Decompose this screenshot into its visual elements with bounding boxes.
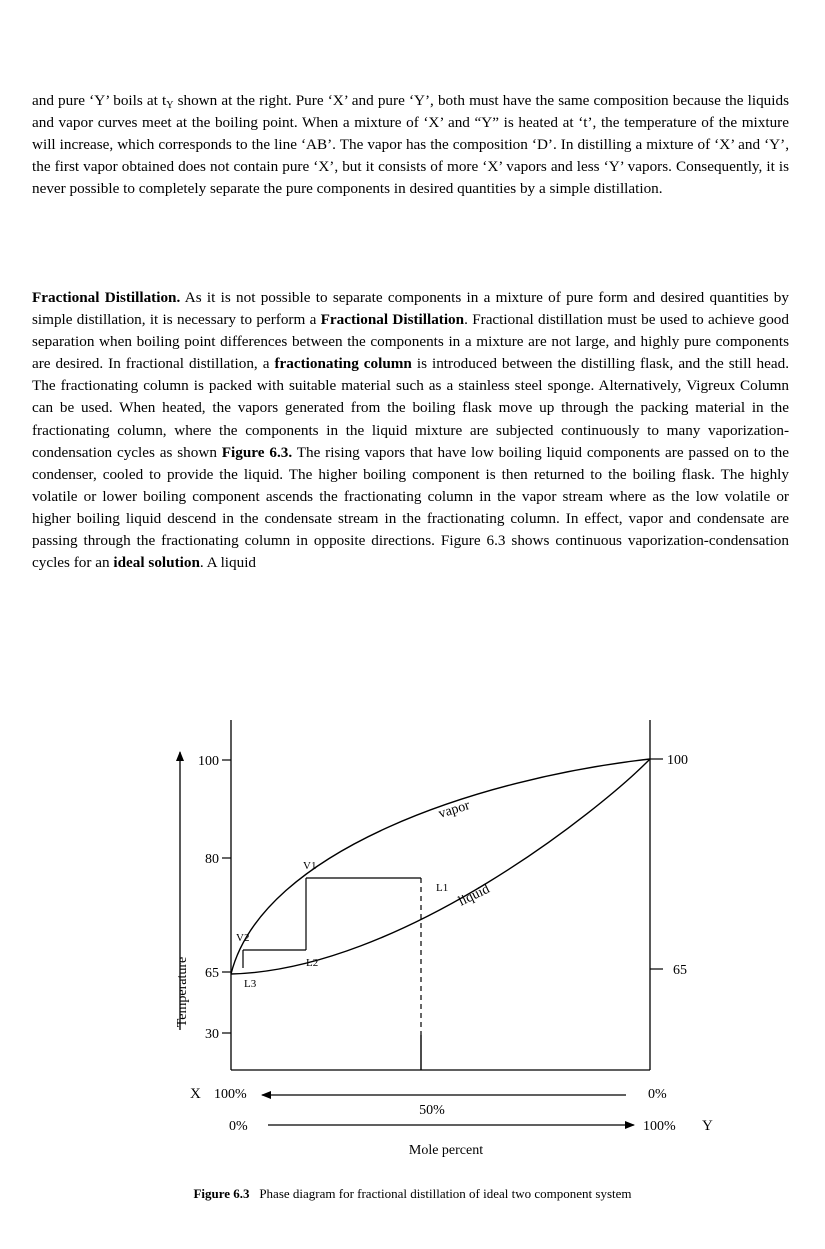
y-pct-100-right: 100% <box>643 1119 676 1134</box>
tick-label-30-left: 30 <box>205 1027 219 1042</box>
p2-text-5: . A liquid <box>199 554 257 572</box>
section-heading: Fractional Distillation. <box>32 289 181 306</box>
caption-number: Figure 6.3 <box>193 1186 250 1201</box>
paragraph-fractional-distillation <box>32 287 789 574</box>
tick-label-65-left: 65 <box>205 966 219 981</box>
vapor-label: vapor <box>436 798 472 822</box>
p2-text-3: is introduced between the distilling flask, and the still head. The fractionating column is packed with suitable material such as a stainless steel sponge. Alternatively, Vigreux Column can be used. When heated, the vapors generated from the boiling flask move up through the packing material in the fractionating column, where the components in the liquid mixture are subjected continuously to many vaporization-condensation cycles as shown <box>32 355 790 461</box>
tick-label-100-left: 100 <box>198 754 219 769</box>
point-l3: L3 <box>244 978 257 990</box>
tick-label-80-left: 80 <box>205 852 219 867</box>
liquid-curve <box>231 759 650 974</box>
x-pct-50: 50% <box>419 1103 445 1118</box>
tick-label-100-right: 100 <box>667 753 688 768</box>
x-pct-100-left: 100% <box>214 1087 247 1102</box>
p2-bold-3: Figure 6.3. <box>221 443 293 461</box>
p2-text-2: . Fractional distillation must be used to achieve good separation when boiling point differences between the components in a mixture are not large, and highly pure components are desired. In fractional distillation, a <box>32 311 789 373</box>
figure-caption <box>0 1186 825 1202</box>
point-l1: L1 <box>436 882 449 894</box>
p1-subscript-y: Y <box>166 100 174 111</box>
p2-bold-4: ideal solution <box>113 554 200 572</box>
liquid-label: liquid <box>456 881 493 910</box>
tick-label-65-right: 65 <box>673 963 687 978</box>
paragraph-simple-distillation <box>32 90 789 200</box>
vapor-curve <box>231 759 650 974</box>
p2-bold-2: fractionating column <box>274 355 412 373</box>
p2-bold-1: Fractional Distillation <box>320 311 465 329</box>
caption-text: Phase diagram for fractional distillation of ideal two component system <box>249 1186 632 1201</box>
y-component-label: Y <box>702 1118 713 1134</box>
point-l2: L2 <box>306 957 319 969</box>
p1-text-b: shown at the right. Pure ‘X’ and pure ‘Y’, both must have the same composition because the liquids and vapor curves meet at the boiling point. When a mixture of ‘X’ and “Y” is heated at ‘t’, the temperature of the mixture will increase, which corresponds to the line ‘AB’. The vapor has the composition ‘D’. In distilling a mixture of ‘X’ and ‘Y’, the first vapor obtained does not contain pure ‘X’, but it consists of more ‘X’ vapors and less ‘Y’ vapors. Consequently, it is never possible to completely separate the pure components in desired quantities by a simple distillation. <box>32 92 789 198</box>
x-axis-title: Mole percent <box>408 1143 484 1158</box>
x-component-label: X <box>190 1086 201 1102</box>
phase-diagram <box>0 700 825 1180</box>
point-v1: V1 <box>303 860 317 872</box>
y-pct-0-left: 0% <box>229 1119 248 1134</box>
y-axis-label: Temperature <box>175 956 190 1028</box>
p2-text-4: The rising vapors that have low boiling liquid components are passed on to the condenser, cooled to provide the liquid. The higher boiling component is then returned to the boiling flask. The highly volatile or lower boiling component ascends the fractionating column in the vapor stream where as the low volatile or higher boiling liquid descend in the condensate stream in the fractionating column. In effect, vapor and condensate are passing through the fractionating column in opposite directions. Figure 6.3 shows continuous vaporization-condensation cycles for an <box>32 443 789 572</box>
p2-text-1: As it is not possible to separate components in a mixture of pure form and desired quantities by simple distillation, it is necessary to perform a <box>32 289 789 329</box>
point-v2: V2 <box>236 932 250 944</box>
p1-text-a: and pure ‘Y’ boils at t <box>32 92 167 109</box>
x-pct-0-right: 0% <box>648 1087 667 1102</box>
